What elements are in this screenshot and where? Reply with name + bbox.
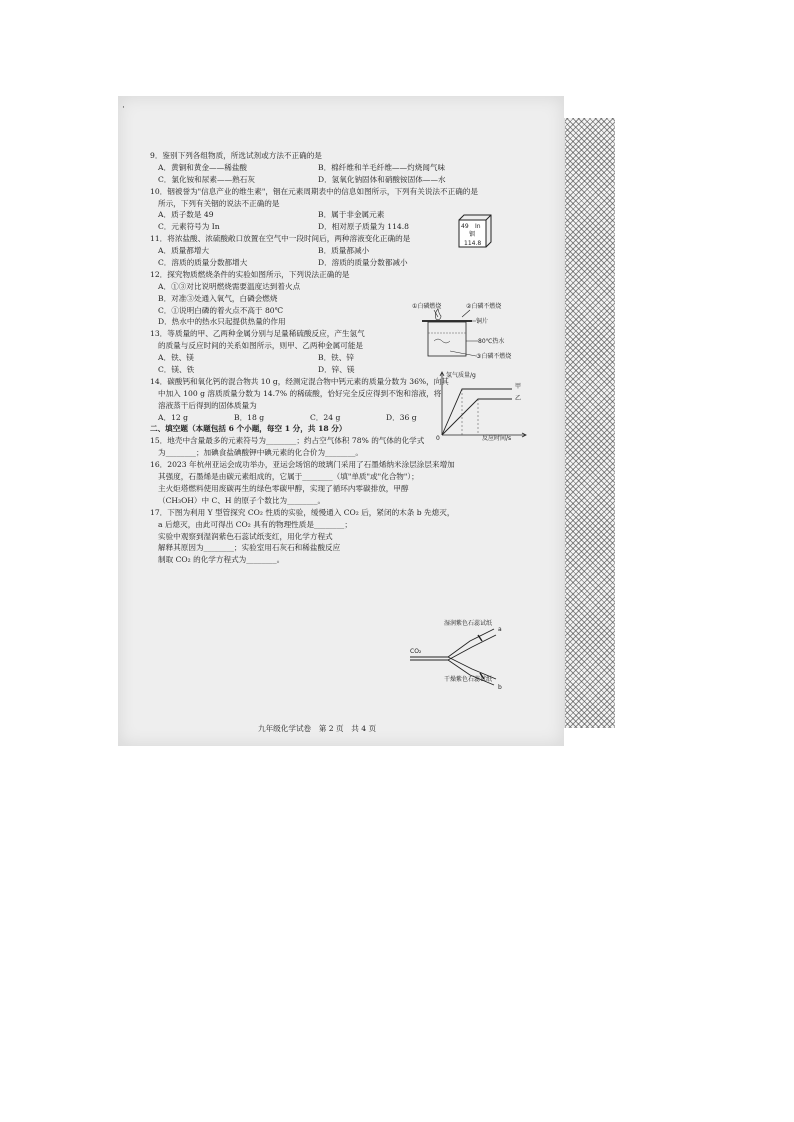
option-d: D．溶质的质量分数都减小	[318, 258, 408, 268]
question-13-stem-2: 的质量与反应时间的关系如图所示，则甲、乙两种金属可能是	[158, 341, 364, 351]
end-a-label: a	[498, 626, 502, 633]
label-copper: 铜片	[476, 318, 489, 325]
option-b: B．18 g	[234, 412, 265, 422]
element-name: 铟	[469, 231, 476, 238]
question-17-line-2: a 后熄灭，由此可得出 CO₂ 具有的物理性质是________；	[158, 519, 352, 529]
stray-mark: ·	[122, 103, 125, 113]
question-12-stem: 12．探究物质燃烧条件的实验如图所示，下列说法正确的是	[150, 269, 350, 279]
question-14-stem-3: 溶液蒸干后得到的固体质量为	[158, 400, 257, 410]
question-16-line-2: 其强度，石墨烯是由碳元素组成的，它属于________（填"单质"或"化合物"）；	[158, 472, 419, 482]
question-15-line-2: 为________；加碘食盐碘酸钾中碘元素的化合价为________。	[158, 448, 364, 458]
option-c: C．镁、铁	[158, 365, 195, 375]
wet-paper-label: 湿润紫色石蕊试纸	[444, 620, 493, 627]
question-14-stem-2: 中加入 100 g 溶质质量分数为 14.7% 的稀硫酸，恰好完全反应得到不饱和溶液，将	[158, 388, 442, 398]
option-b: B．棉纤维和羊毛纤维——灼烧闻气味	[318, 162, 446, 172]
question-16-line-4: （CH₃OH）中 C、H 的原子个数比为________。	[158, 495, 326, 505]
question-17-line-3: 实验中观察到湿润紫色石蕊试纸变红，用化学方程式	[158, 531, 333, 541]
option-d: D．相对原子质量为 114.8	[318, 222, 409, 232]
option-c: C．24 g	[310, 412, 341, 422]
question-17-line-1: 17．下图为利用 Y 型管探究 CO₂ 性质的实验，缓慢通入 CO₂ 后，紧闭的木条 b 先熄灭，	[150, 507, 455, 517]
label-white-no-burn: ②白磷不燃烧	[466, 303, 502, 310]
question-10-stem-1: 10．铟被誉为"信息产业的维生素"，铟在元素周期表中的信息如图所示，下列有关说法不正确的是	[150, 186, 478, 196]
option-a: A．质量都增大	[158, 246, 210, 256]
option-d: D．氢氧化钠固体和硝酸铵固体——水	[318, 174, 446, 184]
option-b: B．质量都减小	[318, 246, 370, 256]
option-a: A．①③对比说明燃烧需要温度达到着火点	[158, 281, 301, 291]
question-11-options-row2	[150, 257, 550, 269]
option-b: B．属于非金属元素	[318, 210, 385, 220]
question-16-line-3: 主火炬塔燃料使用废碳再生的绿色零碳甲醇，实现了循环内零碳排放，甲醇	[158, 483, 409, 493]
atomic-number: 49	[461, 223, 469, 230]
graph-xlabel: 反应时间/s	[482, 435, 512, 441]
question-11-stem: 11．将浓盐酸、浓硫酸敞口放置在空气中一段时间后，两种溶液变化正确的是	[150, 234, 411, 244]
element-cell-figure	[458, 214, 492, 248]
graph-ylabel: 氢气质量/g	[446, 372, 476, 379]
question-10-stem-2: 所示，下列有关铟的说法不正确的是	[158, 198, 280, 208]
hydrogen-graph-figure	[432, 369, 532, 441]
option-c: C．元素符号为 In	[158, 222, 220, 232]
question-15-line-1: 15．地壳中含量最多的元素符号为________；约占空气体积 78% 的气体的化学式	[150, 436, 425, 446]
gas-label: CO₂	[410, 648, 422, 655]
label-red-p: ③白磷不燃烧	[476, 353, 512, 360]
dry-paper-label: 干燥紫色石蕊试纸	[444, 676, 493, 683]
option-a: A．铁、镁	[158, 353, 194, 363]
question-14-stem-1: 14．碳酸钙和氧化钙的混合物共 10 g，经测定混合物中钙元素的质量分数为 36%，向其	[150, 376, 449, 386]
page-footer: 九年级化学试卷 第 2 页 共 4 页	[258, 724, 377, 733]
question-17-line-4: 解释其原因为________；实验室用石灰石和稀盐酸反应	[158, 543, 341, 553]
graph-origin: 0	[436, 435, 440, 441]
question-9-options-row2	[150, 174, 550, 186]
scan-edge-pattern	[564, 118, 615, 728]
y-tube-figure	[408, 617, 518, 693]
curve-a-label: 甲	[515, 383, 522, 390]
question-17-line-5: 制取 CO₂ 的化学方程式为________。	[158, 555, 285, 565]
end-b-label: b	[498, 684, 502, 691]
label-water: 80℃热水	[478, 338, 505, 345]
label-white-burn: ①白磷燃烧	[412, 303, 442, 310]
option-d: D．热水中的热水只起提供热量的作用	[158, 317, 286, 327]
option-d: D．锌、镁	[318, 365, 355, 375]
atomic-mass: 114.8	[464, 240, 482, 247]
option-c: C．①说明白磷的着火点不高于 80℃	[158, 305, 284, 315]
option-a: A．黄铜和黄金——稀盐酸	[158, 162, 248, 172]
question-16-line-1: 16．2023 年杭州亚运会成功举办，亚运会场馆的玻璃门采用了石墨烯纳米涂层涂层来增加	[150, 460, 455, 470]
option-b: B．对准③处通入氧气，白磷会燃烧	[158, 293, 278, 303]
curve-a	[442, 389, 512, 435]
question-9-stem: 9．鉴别下列各组物质，所选试剂或方法不正确的是	[150, 151, 322, 160]
option-a: A．质子数是 49	[158, 210, 214, 220]
option-b: B．铁、锌	[318, 353, 354, 363]
option-a: A．12 g	[158, 412, 189, 422]
combustion-experiment-figure	[408, 301, 528, 363]
option-d: D．36 g	[386, 412, 417, 422]
curve-b	[442, 399, 512, 435]
question-13-stem-1: 13．等质量的甲、乙两种金属分别与足量稀硫酸反应，产生氢气	[150, 329, 365, 339]
curve-b-label: 乙	[515, 395, 522, 402]
element-symbol: In	[475, 223, 481, 230]
section-heading: 二、填空题（本题包括 6 个小题，每空 1 分，共 18 分）	[150, 424, 347, 434]
option-c: C．溶质的质量分数都增大	[158, 258, 248, 268]
option-c: C．氯化铵和尿素——熟石灰	[158, 174, 255, 184]
question-9-options-row1	[150, 162, 550, 174]
